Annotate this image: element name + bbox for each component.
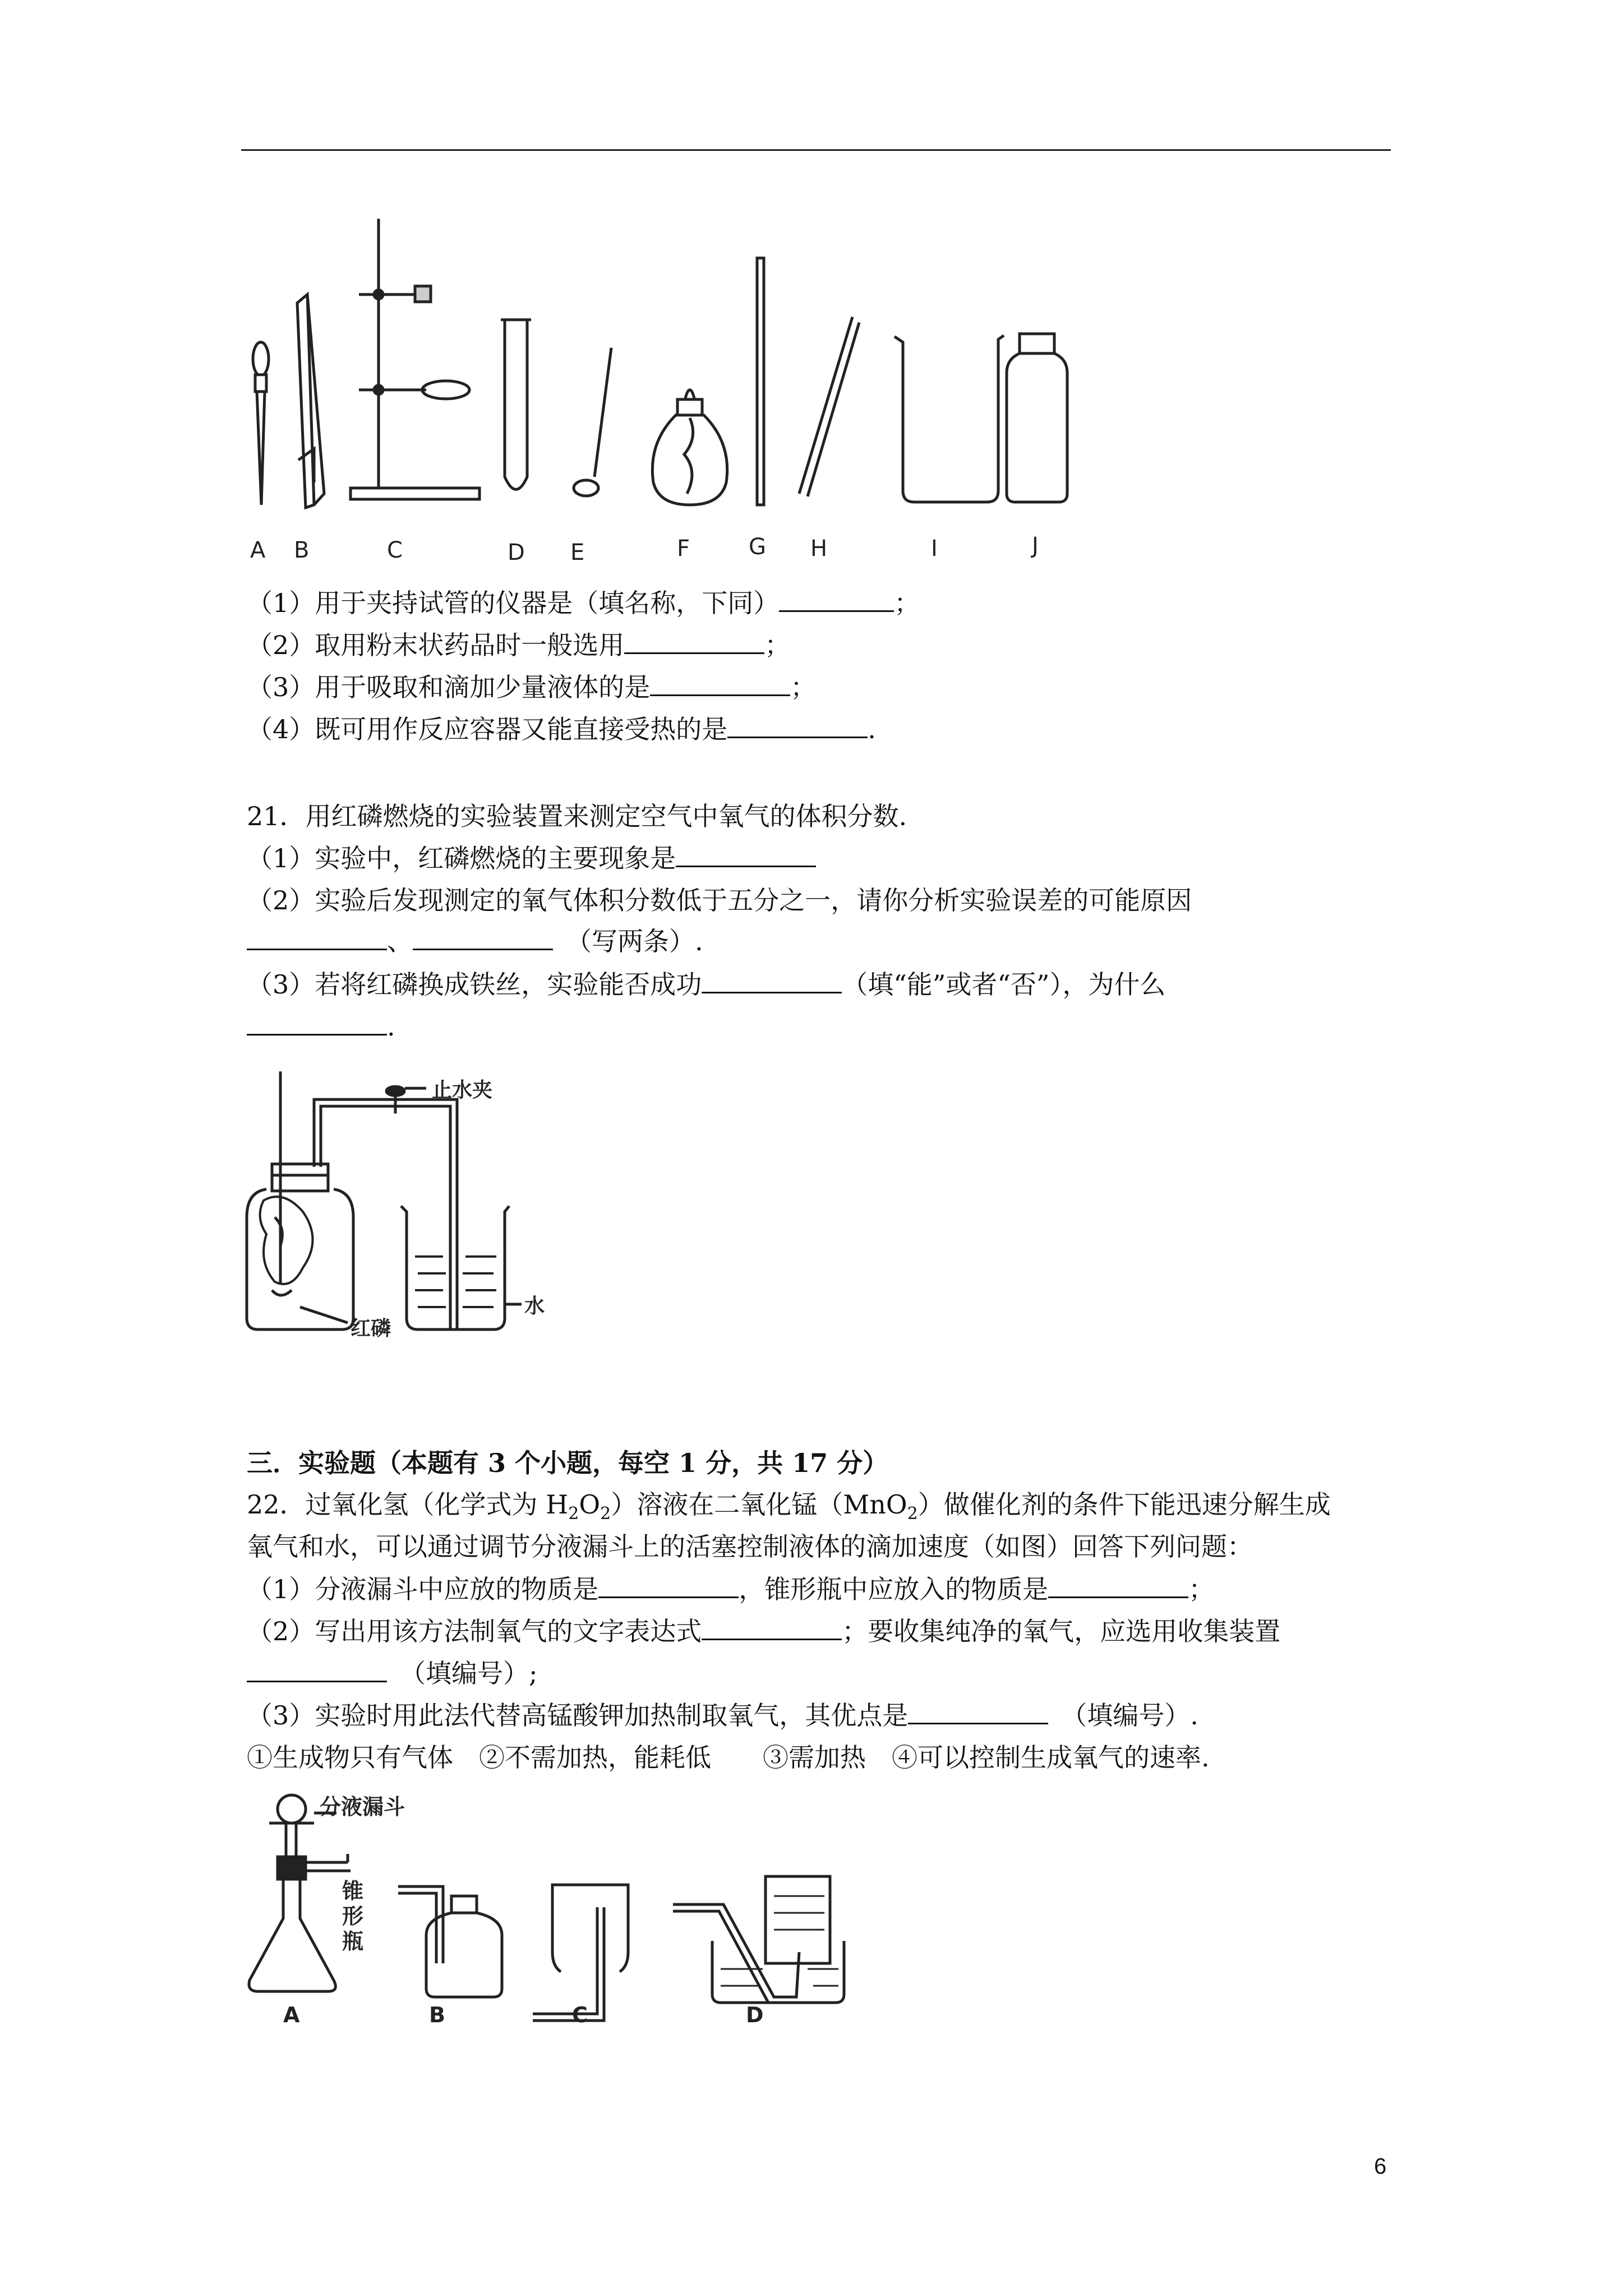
q21-sub3-mid: （填“能”或者“否”），为什么 (842, 969, 1166, 1000)
q21-sub3-end: . (387, 1011, 395, 1042)
q22-stem-a: 22．过氧化氢（化学式为 H (247, 1489, 569, 1520)
q20-sub4-end: . (868, 714, 876, 744)
q20-sub2-end: ； (764, 630, 791, 660)
label-flask-1: 锥 (342, 1879, 364, 1903)
q21-sub2-sep: 、 (387, 926, 413, 956)
apparatus-label-f: F (677, 536, 690, 562)
label-water-clamp: 止水夹 (432, 1079, 493, 1102)
q22-stem-line2: 氧气和水，可以通过调节分液漏斗上的活塞控制液体的滴加速度（如图）回答下列问题： (247, 1531, 1253, 1562)
q21-sub2-text: （2）实验后发现测定的氧气体积分数低于五分之一，请你分析实验误差的可能原因 (247, 885, 1192, 915)
apparatus-label-h: H (810, 536, 828, 562)
q22-stem-c: O (579, 1489, 601, 1520)
q22-sub2-text-b: ；要收集纯净的氧气，应选用收集装置 (842, 1616, 1281, 1646)
q20-sub3-end: ； (790, 672, 817, 702)
q20-sub4-text: （4）既可用作反应容器又能直接受热的是 (247, 714, 728, 744)
q20-sub2-text: （2）取用粉末状药品时一般选用 (247, 630, 625, 660)
label-red-phosphorus: 红磷 (351, 1317, 391, 1340)
q21-sub2-end: （写两条）. (579, 926, 703, 956)
page-number: 6 (1374, 2154, 1387, 2179)
apparatus-label-d: D (508, 540, 525, 565)
q22-sub3-text: （3）实验时用此法代替高锰酸钾加热制取氧气，其优点是 (247, 1700, 909, 1731)
label-flask-2: 形 (342, 1904, 364, 1929)
q21-sub3-text: （3）若将红磷换成铁丝，实验能否成功 (247, 969, 702, 1000)
apparatus-label-j: J (1032, 533, 1039, 559)
setup-label-b: B (429, 2003, 445, 2027)
q20-sub1-text: （1）用于夹持试管的仪器是（填名称，下同） (247, 588, 780, 618)
q22-sub1-text-b: ，锥形瓶中应放入的物质是 (739, 1574, 1049, 1604)
label-flask-3: 瓶 (342, 1929, 364, 1954)
label-water: 水 (524, 1295, 545, 1318)
q22-stem-g: ）做催化剂的条件下能迅速分解生成 (917, 1489, 1331, 1520)
q21-sub1-text: （1）实验中，红磷燃烧的主要现象是 (247, 843, 676, 873)
setup-label-c: C (572, 2003, 588, 2027)
apparatus-label-g: G (749, 534, 766, 560)
q22-sub1-text-a: （1）分液漏斗中应放的物质是 (247, 1574, 599, 1604)
q22-sub3-end: （填编号）. (1074, 1700, 1198, 1731)
apparatus-label-a: A (250, 537, 266, 563)
apparatus-label-e: E (570, 540, 585, 565)
apparatus-label-i: I (931, 536, 938, 562)
q20-sub3-text: （3）用于吸取和滴加少量液体的是 (247, 672, 651, 702)
q22-stem-e: ）溶液在二氧化锰（MnO (611, 1489, 907, 1520)
q22-sub2-text-a: （2）写出用该方法制氧气的文字表达式 (247, 1616, 702, 1646)
q22-sub2-end: （填编号）; (413, 1658, 538, 1688)
apparatus-label-b: B (294, 537, 310, 563)
q22-options: ①生成物只有气体 ②不需加热，能耗低 ③需加热 ④可以控制生成氧气的速率. (247, 1742, 1210, 1773)
setup-label-a: A (283, 2003, 300, 2027)
section3-heading: 三．实验题（本题有 3 个小题，每空 1 分，共 17 分） (247, 1448, 889, 1478)
apparatus-label-c: C (387, 537, 403, 563)
label-separatory-funnel: 分液漏斗 (320, 1795, 405, 1819)
setup-label-d: D (746, 2003, 764, 2027)
q22-stem-sub3: 2 (907, 1504, 918, 1524)
q21-stem: 21．用红磷燃烧的实验装置来测定空气中氧气的体积分数. (247, 801, 907, 831)
q22-sub1-end: ； (1188, 1574, 1215, 1604)
q22-stem-sub2: 2 (600, 1504, 611, 1524)
q22-stem-sub1: 2 (568, 1504, 579, 1524)
q20-sub1-end: ； (894, 588, 920, 618)
